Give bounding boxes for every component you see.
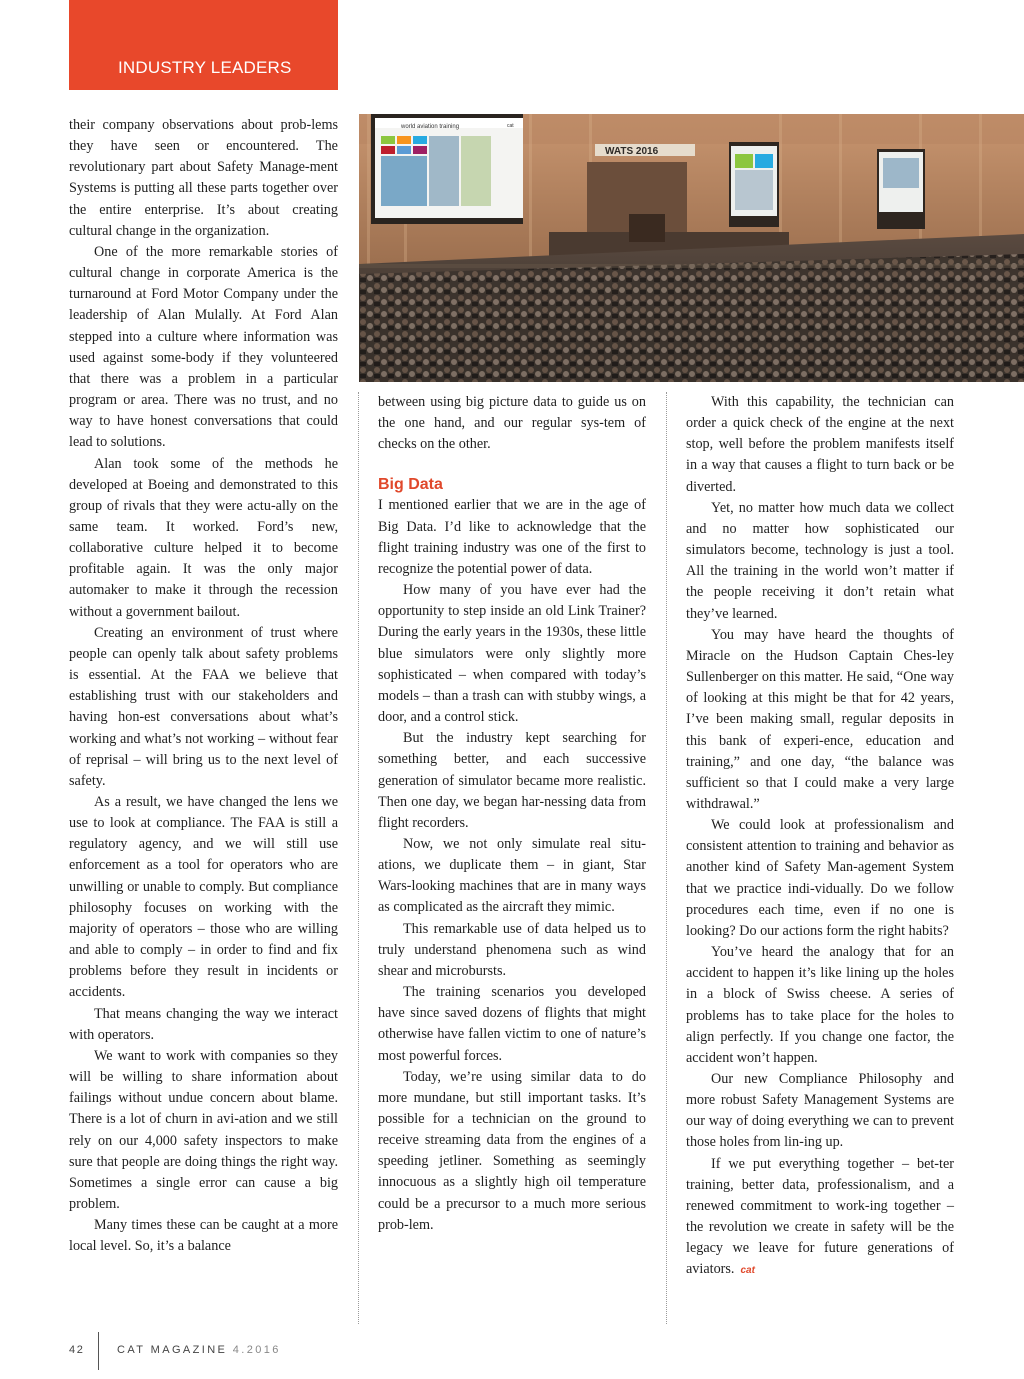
screen-brand-text: cat <box>507 123 514 129</box>
paragraph: As a result, we have changed the lens we use to look at compliance. The FAA is still a regulatory agency, and we will still use enforcement as a tool for operators who are unwilling or unable to comply. But compliance philosophy focuses on working with the majority of operators – those who are willing and able to comply – in order to find and fix problems before they result in incidents or accidents. <box>69 794 338 1001</box>
paragraph: We want to work with companies so they will be willing to share information about failings without undue concern about blame. There is a lot of churn in avi-ation and we still rely on our 4,000 safety inspectors to make sure that people are doing things the right way. Sometimes a single error can cause a big problem. <box>69 1047 338 1212</box>
article-column-1 <box>69 115 338 1257</box>
paragraph: But the industry kept searching for something better, and each successive generation of simulator became more realistic. Then one day, we began har-nessing data from flight recorders. <box>378 730 646 831</box>
paragraph: That means changing the way we interact with operators. <box>69 1005 338 1043</box>
section-heading: Big Data <box>378 476 443 494</box>
paragraph: How many of you have ever had the opportunity to step inside an old Link Trainer? During the early years in the 1930s, these little blue simulators were only slightly more sophisticated – when compared with today’s models – than a trash can with stubby wings, a door, and a control stick. <box>378 582 646 726</box>
article-column-2 <box>378 392 646 1236</box>
paragraph: With this capability, the technician can order a quick check of the engine at the next stop, well before the problem manifests itself in a way that causes a flight to turn back or be diverted. <box>686 394 954 495</box>
column-divider <box>666 392 667 1324</box>
column-divider <box>358 392 359 1324</box>
paragraph: Yet, no matter how much data we collect and no matter how sophisticated our simulators become, technology is just a tool. All the training in the world won’t matter if the people receiving it don’t retain what they’ve learned. <box>686 499 954 622</box>
paragraph: This remarkable use of data helped us to truly understand phenomena such as wind shear and microbursts. <box>378 920 646 979</box>
section-tag <box>69 0 338 90</box>
paragraph: between using big picture data to guide us on the one hand, and our regular sys-tem of checks on the other. <box>378 394 646 453</box>
end-mark: cat <box>740 1265 755 1277</box>
screen-title-text: world aviation training <box>401 124 460 130</box>
paragraph: Today, we’re using similar data to do more mundane, but still important tasks. It’s possible for a technician on the ground to receive streaming data from the engines of a speeding jetliner. Something as seemingly innocuous as a slightly high oil temperature could be a precursor to a much more serious prob-lem. <box>378 1068 646 1233</box>
footer-divider <box>98 1332 99 1370</box>
article-column-3 <box>686 392 954 1282</box>
paragraph: Our new Compliance Philosophy and more robust Safety Management Systems are our way of doing everything we can to prevent those holes from lin-ing up. <box>686 1071 954 1151</box>
paragraph: Now, we not only simulate real situ-ations, we duplicate them – in giant, Star Wars-looking machines that are in many ways as complicated as the aircraft they mimic. <box>378 835 646 916</box>
paragraph: You may have heard the thoughts of Miracle on the Hudson Captain Ches-ley Sullenberger on this matter. He said, “One way of looking at this might be that for 42 years, I’ve been making small, regular deposits in this bank of experi-ence, education and training,” and one day, “the balance was sufficient so that I could make a very large withdrawal.” <box>686 626 954 812</box>
paragraph: their company observations about prob-lems they have seen or encountered. The revolutionary part about Safety Manage-ment Systems is putting all these parts together over the entire enterprise. It’s about creating cultural change in the organization. <box>69 117 338 239</box>
paragraph: Creating an environment of trust where people can openly talk about safety problems is essential. At the FAA we believe that establishing trust with our stakeholders and having hon-est conversations about what’s working and what’s not working – without fear of reprisal – will bring us to the next level of safety. <box>69 624 338 789</box>
paragraph: I mentioned earlier that we are in the age of Big Data. I’d like to acknowledge that the flight training industry was one of the first to recognize the potential power of data. <box>378 497 646 577</box>
paragraph: We could look at professionalism and consistent attention to training and behavior as another kind of Safety Man-agement System that we practice indi-vidually. Do we follow procedures each time, even if no one is looking? Do our actions form the right habits? <box>686 817 954 939</box>
conference-hall-image <box>359 114 1024 382</box>
conference-photo <box>359 114 1024 382</box>
paragraph: One of the more remarkable stories of cultural change in corporate America is the turnaround at Ford Motor Company under the leadership of Alan Mulally. At Ford Alan stepped into a culture where information was used against some-body if they volunteered that there was a problem in a particular program or area. There was no trust, and no way to have honest conversations that could lead to solutions. <box>69 243 338 451</box>
magazine-issue <box>117 1344 281 1356</box>
paragraph: You’ve heard the analogy that for an accident to happen it’s like lining up the holes in a block of Swiss cheese. A series of problems has to take place for the holes to align perfectly. If you change one factor, the accident won’t happen. <box>686 944 954 1066</box>
page-number: 42 <box>69 1344 85 1356</box>
issue-date: 4.2016 <box>232 1344 281 1356</box>
banner-text: WATS 2016 <box>605 146 659 157</box>
section-label: INDUSTRY LEADERS <box>118 58 292 77</box>
magazine-name: CAT MAGAZINE <box>117 1344 228 1356</box>
paragraph: The training scenarios you developed have since saved dozens of flights that might otherwise have fallen victim to one of nature’s most powerful forces. <box>378 984 646 1064</box>
paragraph: Many times these can be caught at a more local level. So, it’s a balance <box>69 1217 338 1255</box>
final-paragraph-text: If we put everything together – bet-ter training, better data, professionalism, and a renewed commitment to work-ing together – the revolution we create in safety will be the legacy we leave for future generations of aviators. <box>686 1155 954 1278</box>
paragraph: Alan took some of the methods he developed at Boeing and demonstrated to this group of rivals that they were actu-ally on the same team. It worked. Ford’s new, collaborative culture helped it to become profitable again. It was the only major automaker to make it through the recession without a government bailout. <box>69 455 338 620</box>
paragraph <box>686 1154 954 1282</box>
